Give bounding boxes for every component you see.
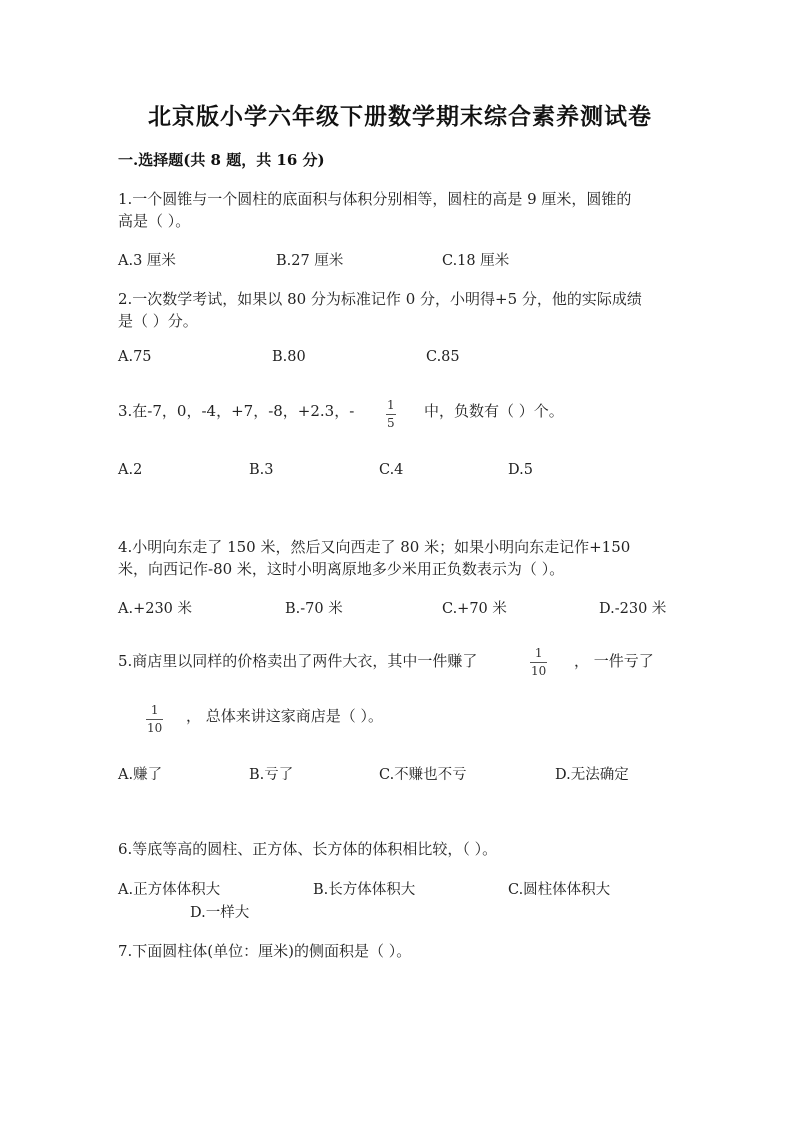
fraction-one-tenth xyxy=(146,703,163,736)
fraction-numerator: 1 xyxy=(387,398,395,412)
fraction-bar xyxy=(146,719,163,720)
option-b[interactable]: B.3 xyxy=(249,462,274,478)
option-d[interactable]: D.无法确定 xyxy=(555,767,629,783)
fraction-numerator: 1 xyxy=(150,703,159,717)
option-a[interactable]: A.2 xyxy=(118,462,143,478)
question-3-prefix: 3.在-7，0，-4，+7，-8，+2.3，- xyxy=(118,402,355,420)
option-c[interactable]: C.+70 米 xyxy=(442,601,507,617)
section-heading: 一.选择题(共 8 题，共 16 分) xyxy=(118,151,325,169)
option-d[interactable]: D.-230 米 xyxy=(599,601,667,617)
fraction-one-tenth xyxy=(530,646,547,679)
option-a[interactable]: A.正方体体积大 xyxy=(118,882,221,898)
option-a[interactable]: A.赚了 xyxy=(118,767,163,783)
option-a[interactable]: A.+230 米 xyxy=(118,601,193,617)
option-b[interactable]: B.27 厘米 xyxy=(276,253,344,269)
page-title: 北京版小学六年级下册数学期末综合素养测试卷 xyxy=(148,103,652,130)
option-c[interactable]: C.4 xyxy=(379,462,404,478)
fraction-one-fifth xyxy=(386,398,396,431)
fraction-denominator: 10 xyxy=(147,721,163,735)
fraction-denominator: 5 xyxy=(387,416,395,430)
question-2-line-1: 2.一次数学考试，如果以 80 分为标准记作 0 分，小明得+5 分，他的实际成绩 xyxy=(118,290,642,308)
fraction-bar xyxy=(386,414,396,415)
option-c[interactable]: C.18 厘米 xyxy=(442,253,510,269)
option-c[interactable]: C.85 xyxy=(426,349,460,365)
question-1-line-1: 1.一个圆锥与一个圆柱的底面积与体积分别相等，圆柱的高是 9 厘米，圆锥的 xyxy=(118,190,632,208)
option-d[interactable]: D.5 xyxy=(508,462,533,478)
option-c[interactable]: C.不赚也不亏 xyxy=(379,767,467,783)
option-a[interactable]: A.3 厘米 xyxy=(118,253,176,269)
question-4-line-1: 4.小明向东走了 150 米，然后又向西走了 80 米；如果小明向东走记作+150 xyxy=(118,538,631,556)
fraction-bar xyxy=(530,662,547,663)
question-7-line-1: 7.下面圆柱体(单位：厘米)的侧面积是（ ）。 xyxy=(118,942,412,960)
fraction-denominator: 10 xyxy=(531,664,547,678)
question-5-suffix: ， 总体来讲这家商店是（ ）。 xyxy=(186,707,384,725)
question-2-line-2: 是（ ）分。 xyxy=(118,312,198,330)
option-d[interactable]: D.一样大 xyxy=(190,905,250,921)
question-5-mid: ， 一件亏了 xyxy=(574,652,654,670)
question-3-suffix: 中，负数有（ ）个。 xyxy=(424,402,564,420)
option-a[interactable]: A.75 xyxy=(118,349,152,365)
option-b[interactable]: B.亏了 xyxy=(249,767,294,783)
question-1-line-2: 高是（ ）。 xyxy=(118,212,191,230)
question-5-prefix: 5.商店里以同样的价格卖出了两件大衣，其中一件赚了 xyxy=(118,652,478,670)
question-6-line-1: 6.等底等高的圆柱、正方体、长方体的体积相比较，（ ）。 xyxy=(118,840,498,858)
option-b[interactable]: B.-70 米 xyxy=(285,601,343,617)
option-c[interactable]: C.圆柱体体积大 xyxy=(508,882,611,898)
option-b[interactable]: B.80 xyxy=(272,349,306,365)
option-b[interactable]: B.长方体体积大 xyxy=(313,882,416,898)
fraction-numerator: 1 xyxy=(534,646,543,660)
question-4-line-2: 米，向西记作-80 米，这时小明离原地多少米用正负数表示为（ ）。 xyxy=(118,560,565,578)
